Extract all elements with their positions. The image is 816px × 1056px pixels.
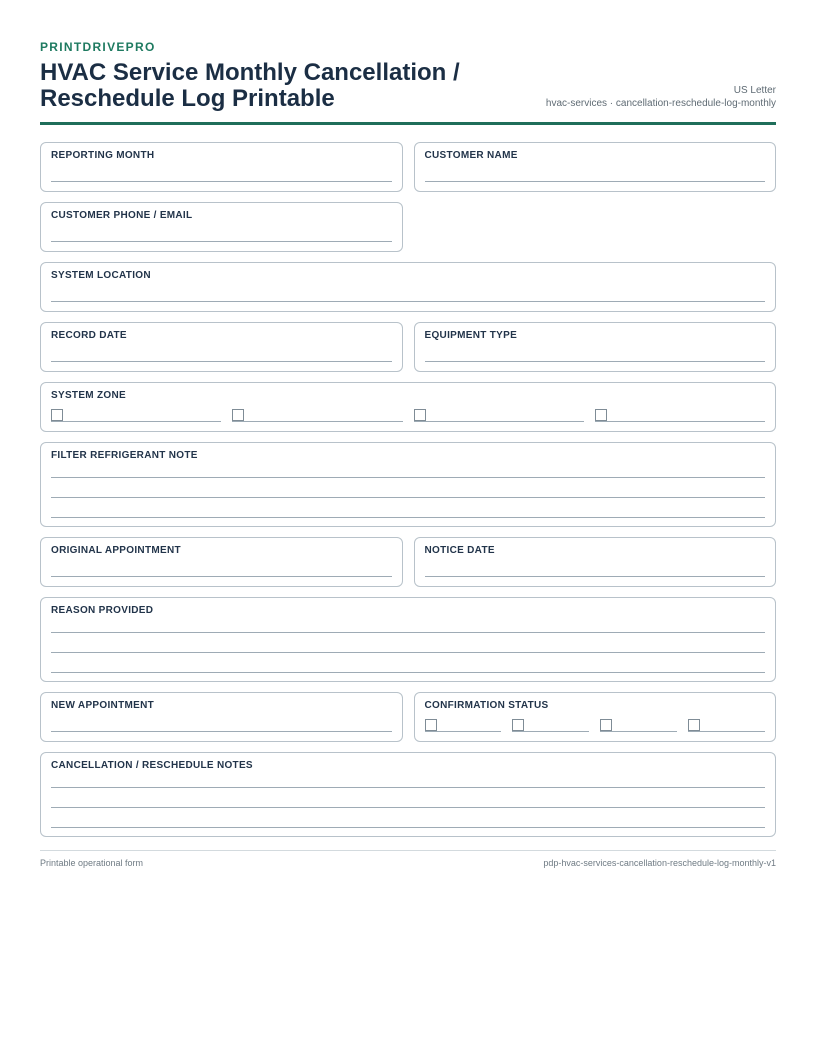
original-appointment-write-line[interactable] [51,557,392,577]
reason-provided-field [40,597,776,682]
customer-contact-write-line[interactable] [51,222,392,242]
reason-provided-write-line[interactable] [51,617,765,633]
system-zone-checkbox[interactable] [414,409,426,421]
confirmation-status-option-line[interactable] [425,712,502,732]
system-zone-checkbox[interactable] [595,409,607,421]
brand-name: PRINTDRIVEPRO [40,40,156,54]
paper-size: US Letter [733,85,776,96]
customer-name-field [414,142,777,192]
system-location-field [40,262,776,312]
record-date-field [40,322,403,372]
equipment-type-write-line[interactable] [425,342,766,362]
document-slug: hvac-services · cancellation-reschedule-log-monthly [545,98,776,109]
page-title: HVAC Service Monthly Cancellation / Reschedule Log Printable [40,59,460,112]
footer-caption: Printable operational form [40,858,144,868]
system-location-label: SYSTEM LOCATION [51,270,151,281]
system-zone-field [40,382,776,432]
reason-provided-label: REASON PROVIDED [51,605,154,616]
notice-date-field [414,537,777,587]
record-date-write-line[interactable] [51,342,392,362]
confirmation-status-checkbox[interactable] [600,719,612,731]
customer-contact-label: CUSTOMER PHONE / EMAIL [51,210,193,221]
system-zone-option-line[interactable] [51,402,221,422]
filter-refrigerant-note-write-line[interactable] [51,498,765,518]
page-footer [40,850,776,869]
system-location-write-line[interactable] [51,282,765,302]
system-zone-label: SYSTEM ZONE [51,390,126,401]
confirmation-status-field [414,692,777,742]
form-body [40,142,776,837]
cancellation-notes-label: CANCELLATION / RESCHEDULE NOTES [51,760,253,771]
equipment-type-field [414,322,777,372]
original-appointment-label: ORIGINAL APPOINTMENT [51,545,181,556]
confirmation-status-option-line[interactable] [688,712,765,732]
cancellation-notes-field [40,752,776,837]
reason-provided-write-line[interactable] [51,653,765,673]
notice-date-label: NOTICE DATE [424,545,495,556]
confirmation-status-checkbox[interactable] [688,719,700,731]
customer-contact-field [40,202,403,252]
system-zone-option-line[interactable] [414,402,584,422]
record-date-label: RECORD DATE [51,330,127,341]
customer-name-label: CUSTOMER NAME [424,150,518,161]
system-zone-checkbox[interactable] [51,409,63,421]
notice-date-write-line[interactable] [425,557,766,577]
confirmation-status-checkbox[interactable] [512,719,524,731]
cancellation-notes-write-line[interactable] [51,772,765,788]
confirmation-status-option-line[interactable] [512,712,589,732]
confirmation-status-label: CONFIRMATION STATUS [424,700,549,711]
system-zone-options [51,402,765,422]
form-id: pdp-hvac-services-cancellation-reschedule-log-monthly-v1 [543,858,776,868]
filter-refrigerant-note-write-line[interactable] [51,462,765,478]
filter-refrigerant-note-write-line[interactable] [51,478,765,498]
new-appointment-write-line[interactable] [51,712,392,732]
cancellation-notes-write-line[interactable] [51,788,765,808]
customer-name-write-line[interactable] [425,162,766,182]
confirmation-status-options [425,712,766,732]
equipment-type-label: EQUIPMENT TYPE [424,330,518,341]
filter-refrigerant-note-field [40,442,776,527]
system-zone-option-line[interactable] [595,402,765,422]
confirmation-status-option-line[interactable] [600,712,677,732]
reason-provided-write-line[interactable] [51,633,765,653]
reporting-month-write-line[interactable] [51,162,392,182]
system-zone-option-line[interactable] [232,402,402,422]
filter-refrigerant-note-label: FILTER REFRIGERANT NOTE [51,450,198,461]
document-meta [546,84,776,110]
new-appointment-field [40,692,403,742]
new-appointment-label: NEW APPOINTMENT [51,700,155,711]
reporting-month-field [40,142,403,192]
confirmation-status-checkbox[interactable] [425,719,437,731]
reporting-month-label: REPORTING MONTH [51,150,155,161]
original-appointment-field [40,537,403,587]
page-header [40,0,776,125]
system-zone-checkbox[interactable] [232,409,244,421]
cancellation-notes-write-line[interactable] [51,808,765,828]
